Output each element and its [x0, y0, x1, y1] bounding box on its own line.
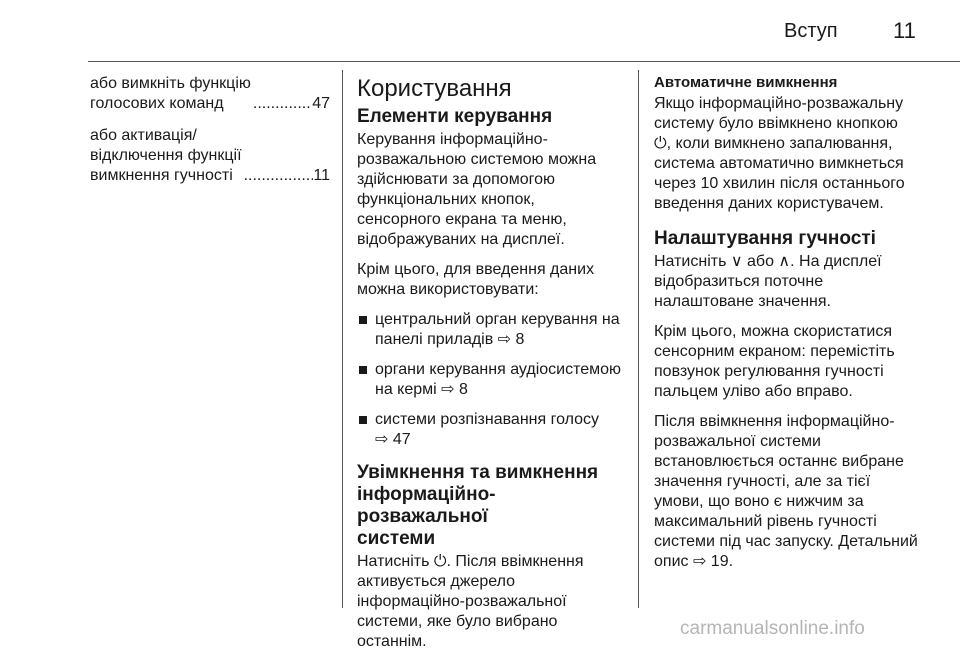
auto-off-paragraph: Якщо інформаційно-розважальну систему було ввімкнено кнопкою ⏻, коли вимкнено запалювання, система автоматично вимкнеться через 10 хвилин після останнього введення даних користувачем.	[654, 95, 905, 212]
toc-leader	[244, 166, 314, 186]
toc-entry-text: або активація/ відключення функції вимкнення гучності	[90, 127, 242, 184]
volume-paragraph-2: Крім цього, можна скористатися сенсорним екраном: перемістіть повзунок регулювання гучності пальцем уліво або вправо.	[654, 323, 895, 400]
header-divider	[88, 61, 960, 62]
heading-auto-off: Автоматичне вимкнення	[654, 74, 838, 91]
controls-bullet-list	[357, 310, 625, 450]
heading-controls: Елементи керування	[357, 106, 553, 127]
volume-paragraph-1: Натисніть ∨ або ∧. На дисплеї відобразиться поточне налаштоване значення.	[654, 253, 882, 310]
page-number: 11	[893, 18, 916, 43]
toc-leader	[253, 94, 312, 114]
toc-entry[interactable]	[90, 126, 330, 186]
column-divider-2	[638, 70, 639, 608]
toc-entry[interactable]	[90, 74, 330, 114]
section-title: Вступ	[784, 20, 838, 42]
list-item[interactable]: системи розпізнавання голосу ⇨ 47	[357, 410, 625, 450]
column-left	[90, 74, 330, 198]
toc-entry-page: 47	[312, 95, 330, 112]
column-right	[654, 74, 944, 582]
heading-usage: Користування	[357, 75, 512, 102]
list-item[interactable]: органи керування аудіосистемою на кермі ⇨ 8	[357, 360, 625, 400]
heading-volume: Налаштування гучності	[654, 228, 876, 249]
controls-paragraph-1: Керування інформаційно- розважальною системою можна здійснювати за допомогою функціональних кнопок, сенсорного екрана та меню, відображуваних на дисплеї.	[357, 131, 597, 248]
page-header	[0, 0, 960, 62]
list-item[interactable]: центральний орган керування на панелі приладів ⇨ 8	[357, 310, 625, 350]
heading-on-off: Увімкнення та вимкнення інформаційно-розважальної системи	[357, 462, 599, 549]
controls-paragraph-2: Крім цього, для введення даних можна використовувати:	[357, 261, 595, 298]
on-off-paragraph: Натисніть ⏻. Після ввімкнення активується джерело інформаційно-розважальної системи, яке було вибрано останнім.	[357, 553, 584, 650]
volume-paragraph-3: Після ввімкнення інформаційно- розважальної системи встановлюється останнє вибране значення гучності, але за тієї умови, що воно є нижчим за максимальний рівень гучності системи під час запуску. Детальний опис ⇨ 19.	[654, 413, 918, 570]
column-divider-1	[342, 70, 343, 608]
toc-entry-text: або вимкніть функцію голосових команд	[90, 75, 251, 112]
watermark: carmanualsonline.info	[680, 618, 865, 639]
toc-entry-page: 11	[313, 167, 330, 184]
column-middle	[357, 74, 625, 662]
